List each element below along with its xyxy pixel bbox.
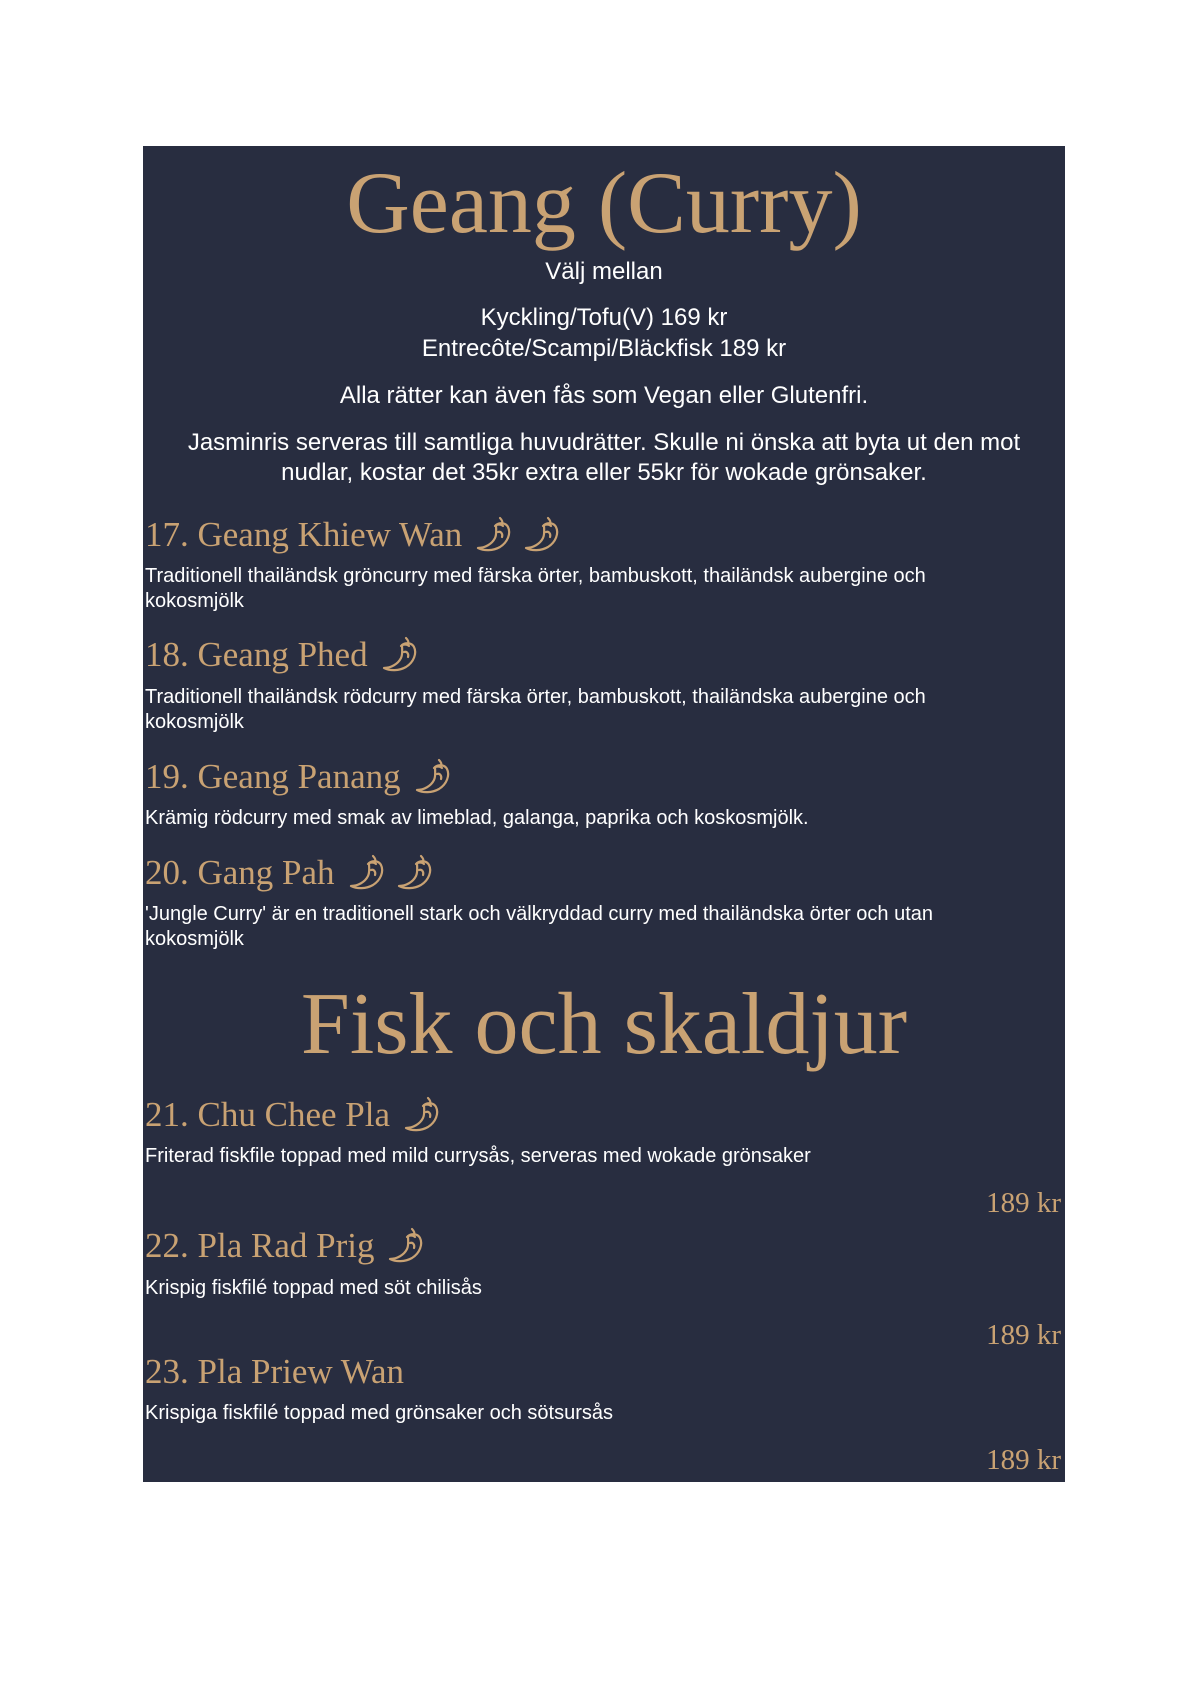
section-title-fish: Fisk och skaldjur — [300, 976, 908, 1073]
dish-description: 'Jungle Curry' är en traditionell stark och välkryddad curry med thailändska örter och utan kokosmjölk — [145, 903, 934, 950]
price-line-chicken-tofu: Kyckling/Tofu(V) 169 kr — [480, 304, 728, 331]
dish-description: Krämig rödcurry med smak av limeblad, galanga, paprika och koskosmjölk. — [145, 807, 809, 829]
rice-note: Jasminris serveras till samtliga huvudrätter. Skulle ni önska att byta ut den mot nudlar, kostar det 35kr extra eller 55kr för wokade grönsaker. — [187, 429, 1021, 486]
dish-description: Traditionell thailändsk gröncurry med färska örter, bambuskott, thailändsk aubergine och kokosmjölk — [145, 565, 926, 612]
dish-name: 17. Geang Khiew Wan — [145, 515, 463, 554]
chili-pepper-icon — [413, 756, 457, 798]
dish-name: 19. Geang Panang — [145, 757, 401, 796]
dish-title — [145, 1225, 434, 1267]
dish-description: Friterad fiskfile toppad med mild currysås, serveras med wokade grönsaker — [145, 1145, 811, 1167]
dish-description: Krispig fiskfilé toppad med söt chilisås — [145, 1277, 482, 1299]
dish-name: 20. Gang Pah — [145, 853, 335, 892]
dish-name: 21. Chu Chee Pla — [145, 1095, 390, 1134]
chili-pepper-icon — [395, 852, 439, 894]
dish-price: 189 kr — [986, 1187, 1061, 1219]
dish-title — [145, 852, 443, 894]
price-line-entrecote: Entrecôte/Scampi/Bläckfisk 189 kr — [421, 335, 787, 362]
dish-name: 23. Pla Priew Wan — [145, 1352, 405, 1391]
dish-description: Krispiga fiskfilé toppad med grönsaker och sötsursås — [145, 1402, 614, 1424]
dish-title — [145, 514, 570, 556]
dish-title — [145, 634, 428, 676]
chili-pepper-icon — [347, 852, 391, 894]
chili-pepper-icon — [474, 514, 518, 556]
dish-price: 189 kr — [986, 1319, 1061, 1351]
dish-title — [145, 1351, 416, 1393]
dish-description: Traditionell thailändsk rödcurry med färska örter, bambuskott, thailändska aubergine och kokosmjölk — [145, 686, 926, 733]
dish-name: 22. Pla Rad Prig — [145, 1226, 375, 1265]
dish-title — [145, 1094, 450, 1136]
chili-pepper-icon — [402, 1094, 446, 1136]
choose-label: Välj mellan — [545, 258, 663, 285]
dish-price: 189 kr — [986, 1444, 1061, 1476]
chili-pepper-icon — [386, 1225, 430, 1267]
dish-name: 18. Geang Phed — [145, 635, 368, 674]
chili-pepper-icon — [522, 514, 566, 556]
chili-pepper-icon — [380, 634, 424, 676]
vegan-gluten-note: Alla rätter kan även fås som Vegan eller Glutenfri. — [339, 382, 869, 409]
dish-title — [145, 756, 461, 798]
section-title-curry: Geang (Curry) — [346, 155, 862, 252]
menu-panel — [143, 146, 1065, 1482]
